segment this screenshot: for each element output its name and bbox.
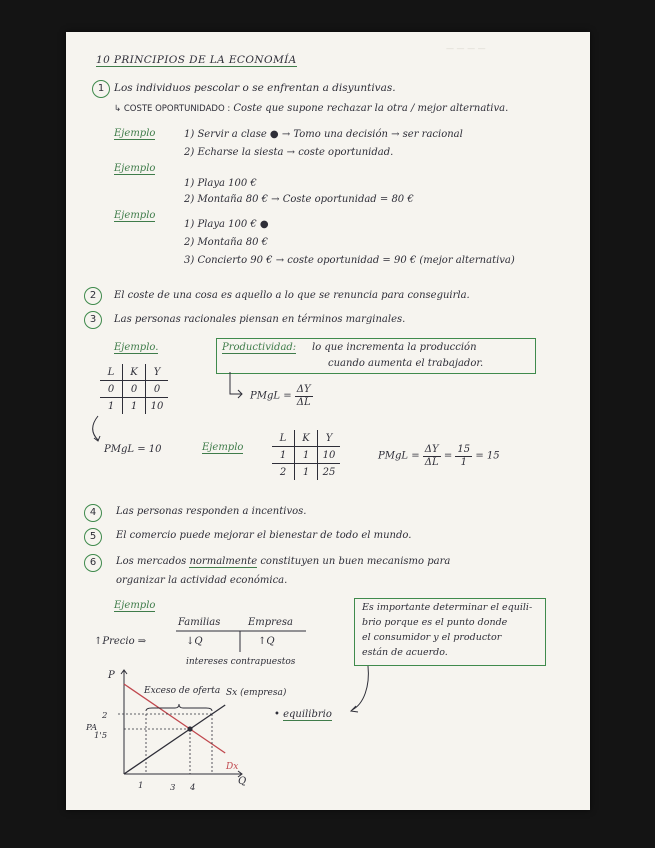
example-2-line-2: 2) Montaña 80 € → Coste oportunidad = 80 €: [184, 194, 414, 205]
principle-5-number: 5: [84, 528, 102, 546]
example-1-line-2: 2) Echarse la siesta → coste oportunidad.: [184, 147, 394, 158]
principle-6-number: 6: [84, 554, 102, 572]
table-cell: 10: [150, 400, 164, 412]
table-cell: 1: [295, 447, 318, 464]
familias-label: Familias: [178, 617, 221, 628]
pmg-den: ΔL: [296, 396, 311, 408]
principle-1-number: 1: [92, 80, 110, 98]
q-up: ↑Q: [258, 636, 275, 647]
pmg2-result: = 15: [475, 450, 500, 462]
table-cell: 10: [318, 447, 341, 464]
equilibrio-label: • equilibrio: [274, 709, 332, 720]
t1-h-L: L: [100, 364, 123, 381]
coste-def: Coste que supone rechazar la otra / mejor alternativa.: [233, 103, 509, 114]
pmg2-fraction-2: [455, 444, 472, 468]
pmg-formula: [250, 384, 313, 408]
exceso-label: Exceso de oferta: [144, 686, 221, 696]
principle-1-text: Los individuos pescolar o se enfrentan a disyuntivas.: [114, 82, 396, 94]
table-cell: 1: [272, 447, 295, 464]
principle-3-number: 3: [84, 311, 102, 329]
pmg2-den1: ΔL: [424, 456, 439, 468]
t1-h-K: K: [123, 364, 146, 381]
page-title: 10 PRINCIPIOS DE LA ECONOMÍA: [96, 54, 297, 66]
productividad-arrow: [226, 372, 246, 402]
t2-h-K: K: [295, 430, 318, 447]
precio-label: ↑Precio ⇒: [94, 636, 147, 647]
productividad-def: lo que incrementa la producción: [312, 342, 477, 353]
example-1-label: Ejemplo: [114, 128, 156, 139]
pmg2-fraction-1: [423, 444, 441, 468]
principle-3-text: Las personas racionales piensan en términos marginales.: [114, 314, 406, 325]
y-tick-2: 2: [102, 711, 108, 721]
pmg2-den2: 1: [460, 456, 467, 468]
principle-2-number: 2: [84, 287, 102, 305]
principle-4-text: Las personas responden a incentivos.: [116, 506, 307, 517]
table-cell: 2: [272, 464, 295, 481]
principle-2-text: El coste de una cosa es aquello a lo que se renuncia para conseguirla.: [114, 290, 470, 301]
pmg-num: ΔY: [295, 384, 313, 397]
supply-line: [124, 705, 225, 774]
example-2-line-1: 1) Playa 100 €: [184, 178, 257, 189]
notebook-page: [66, 32, 590, 810]
y-tick-1-5: 1'5: [94, 731, 108, 741]
x-tick-3: 3: [170, 783, 176, 793]
note-line-2: brio porque es el punto donde: [362, 617, 508, 628]
t2-h-L: L: [272, 430, 295, 447]
curved-arrow: [90, 416, 110, 446]
p3-example-2-label: Ejemplo: [202, 442, 244, 453]
table-1: [100, 364, 168, 414]
p6-text-c: constituyen un buen mecanismo para: [260, 556, 451, 567]
pmg2-formula: [378, 444, 500, 468]
x-tick-1: 1: [138, 781, 144, 791]
productividad-title: Productividad:: [222, 342, 297, 353]
q-down: ↓Q: [186, 636, 203, 647]
empresa-label: Empresa: [248, 617, 293, 628]
table-cell: 0: [123, 381, 146, 398]
example-3-line-3: 3) Concierto 90 € → coste oportunidad = 90 € (mejor alternativa): [184, 255, 515, 266]
coste-label: ↳ COSTE OPORTUNIDADO :: [114, 104, 231, 114]
graph-q-axis-label: Q: [238, 776, 247, 787]
principle-5-text: El comercio puede mejorar el bienestar de todo el mundo.: [116, 530, 412, 541]
table-cell: 25: [322, 466, 336, 478]
table-cell: 1: [295, 464, 318, 481]
example-2-label: Ejemplo: [114, 163, 156, 174]
principle-4-number: 4: [84, 504, 102, 522]
table-cell: 1: [100, 398, 123, 415]
p6-text-a: Los mercados: [116, 556, 187, 567]
pmg-result: PMgL = 10: [104, 444, 162, 455]
pmg2-num2: 15: [457, 444, 471, 455]
example-3-line-2: 2) Montaña 80 €: [184, 237, 268, 248]
table-cell: 0: [146, 381, 169, 398]
intereses-label: intereses contrapuestos: [186, 657, 296, 667]
table-cell: 0: [100, 381, 123, 398]
pa-label: PA: [86, 723, 98, 733]
example-3-line-1: 1) Playa 100 € ●: [184, 219, 269, 230]
pmg2-num1: ΔY: [423, 444, 441, 457]
p6-example-label: Ejemplo: [114, 600, 156, 611]
productividad-def-2: cuando aumenta el trabajador.: [328, 358, 484, 369]
demand-label: Dx: [226, 762, 239, 772]
equilibrium-point: [187, 726, 192, 731]
principle-6-text-2: organizar la actividad económica.: [116, 575, 288, 586]
note-line-1: Es importante determinar el equili-: [362, 602, 533, 613]
note-line-4: están de acuerdo.: [362, 647, 448, 658]
supply-label: Sx (empresa): [226, 688, 287, 698]
pmg2-eq: =: [443, 450, 453, 462]
graph-p-axis-label: P: [108, 670, 115, 681]
pmg2-lhs: PMgL =: [378, 450, 420, 462]
x-tick-4: 4: [190, 783, 196, 793]
example-1-line-1: 1) Servir a clase ● → Tomo una decisión → ser racional: [184, 129, 463, 140]
note-line-3: el consumidor y el productor: [362, 632, 502, 643]
pmg-formula-lhs: PMgL =: [250, 390, 292, 402]
t1-h-Y: Y: [146, 364, 169, 381]
table-2: [272, 430, 340, 480]
pmg-formula-fraction: [295, 384, 313, 408]
p6-text-b: normalmente: [189, 556, 258, 567]
equilibrio-text: equilibrio: [283, 709, 332, 720]
p3-example-label: Ejemplo.: [114, 342, 159, 353]
table-cell: 1: [123, 398, 146, 415]
coste-oportunidad-line: [114, 103, 508, 115]
note-arrow: [346, 666, 376, 716]
t2-h-Y: Y: [318, 430, 341, 447]
principle-6-text: [116, 556, 450, 568]
example-3-label: Ejemplo: [114, 210, 156, 221]
show-through-text: — — — —: [446, 44, 486, 53]
